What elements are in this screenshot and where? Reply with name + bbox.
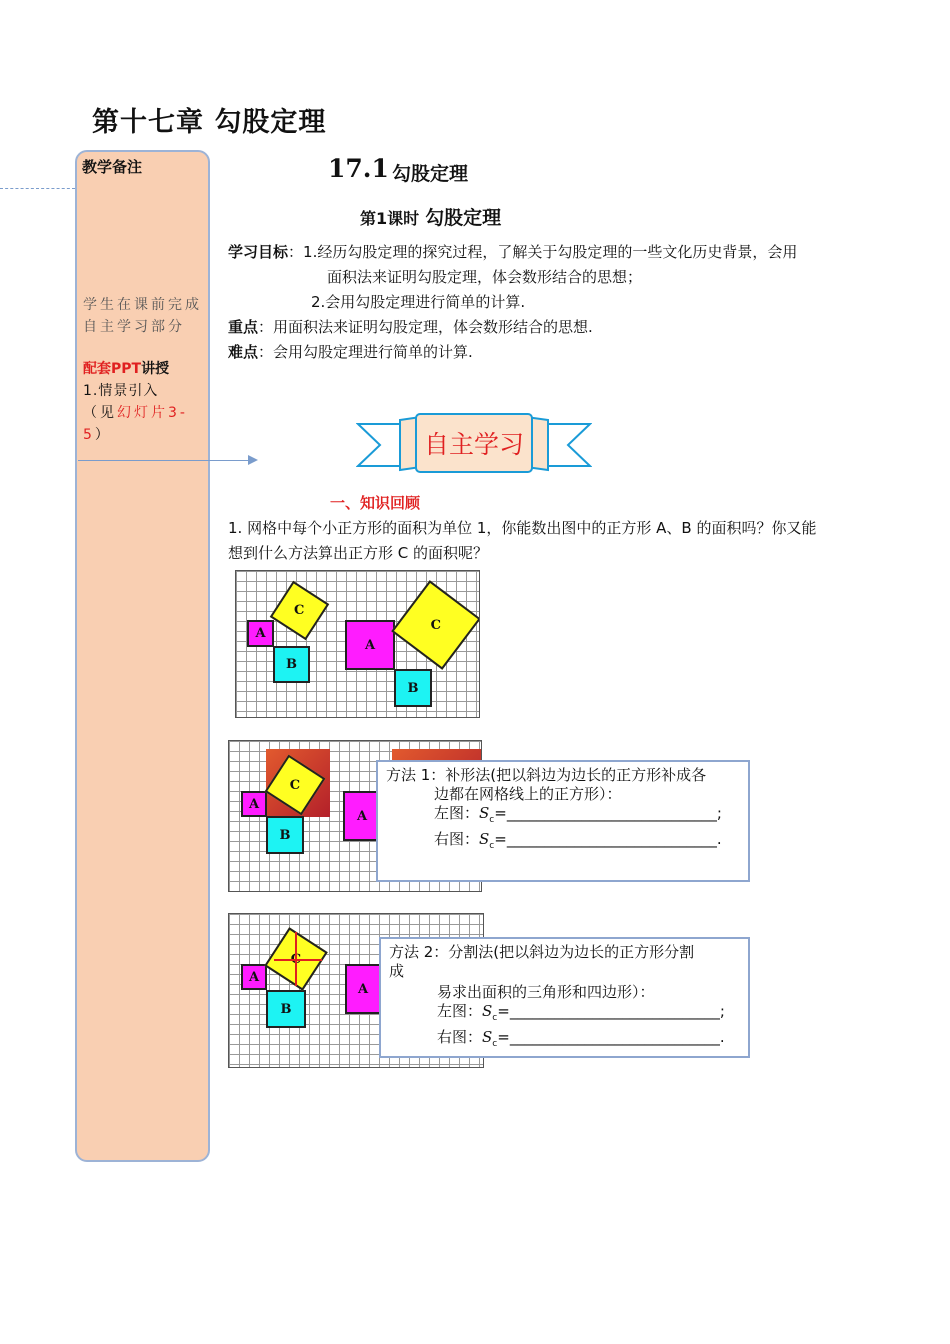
ppt-black-label: 讲授	[141, 361, 170, 377]
lesson-title	[360, 203, 501, 230]
sidebar-ppt-line	[83, 358, 207, 380]
arrow-right-icon	[248, 455, 258, 465]
square-c-label: C	[294, 602, 305, 618]
method2-left-label: 左图：	[437, 1002, 483, 1020]
method1-left-label: 左图：	[434, 804, 480, 822]
square-c-label: C	[289, 777, 301, 793]
method2-right-label: 右图：	[437, 1028, 483, 1046]
square-a-right: A	[345, 620, 395, 670]
method1-s-sub: c	[489, 815, 495, 825]
objective-2: 2.会用勾股定理进行简单的计算.	[311, 293, 526, 311]
method2-title: 方法 2：分割法(把以斜边为边长的正方形分割	[389, 943, 695, 961]
objectives-colon: ：	[288, 243, 304, 261]
key-point-text: ：用面积法来证明勾股定理，体会数形结合的思想.	[258, 318, 593, 336]
method1-right-label: 右图：	[434, 830, 480, 848]
chapter-title: 第十七章 勾股定理	[92, 107, 327, 138]
method2-left-blank[interactable]: =____________________________;	[497, 1002, 725, 1020]
objectives-line1	[228, 240, 797, 265]
difficulty	[228, 340, 473, 365]
arrow-line	[78, 460, 250, 461]
section-title: 勾股定理	[392, 163, 469, 185]
method1-title: 方法 1：补形法(把以斜边为边长的正方形补成各	[386, 766, 707, 784]
question-line2: 想到什么方法算出正方形 C 的面积呢？	[228, 544, 489, 562]
banner-text: 自主学习	[423, 430, 525, 459]
square-b: B	[266, 816, 304, 854]
method1-right-blank[interactable]: =____________________________.	[494, 830, 722, 848]
section-number: 17.1	[328, 154, 389, 183]
method1-right-line	[386, 830, 740, 856]
sidebar-note: 学生在课前完成自主学习部分	[83, 297, 202, 335]
square-c-right	[391, 580, 480, 670]
dashed-divider	[0, 188, 75, 189]
lesson-prefix: 第1课时	[360, 209, 420, 228]
ppt-red-label: 配套PPT	[83, 361, 142, 377]
objective-1a: 1.经历勾股定理的探究过程，了解关于勾股定理的一些文化历史背景，会用	[303, 243, 798, 261]
method2-s-symbol-2: S	[482, 1028, 493, 1046]
method1-s-symbol: S	[479, 804, 490, 822]
method2-right-blank[interactable]: =____________________________.	[497, 1028, 725, 1046]
method2-s-symbol: S	[482, 1002, 493, 1020]
method2-right-line	[389, 1028, 740, 1054]
knowledge-review-heading: 一、知识回顾	[330, 494, 421, 512]
key-point-label: 重点	[228, 318, 259, 336]
method1-s-symbol-2: S	[479, 830, 490, 848]
method1-left-line	[386, 804, 740, 830]
see-close: ）	[94, 427, 112, 443]
difficulty-label: 难点	[228, 343, 259, 361]
method1-box	[376, 760, 750, 882]
question-line1: 1. 网格中每个小正方形的面积为单位 1，你能数出图中的正方形 A、B 的面积吗？你又能	[228, 519, 817, 537]
method1-s-sub-2: c	[489, 841, 495, 851]
grid-figure-1	[235, 570, 480, 718]
sidebar-intro: 1.情景引入	[83, 383, 159, 399]
square-b: B	[273, 646, 310, 683]
see-open: （见	[83, 405, 117, 421]
square-c-right-label: C	[430, 617, 442, 633]
square-c	[270, 581, 329, 640]
division-line-horizontal	[274, 959, 322, 961]
objective-1b: 面积法来证明勾股定理，体会数形结合的思想；	[327, 268, 643, 286]
objectives-label: 学习目标	[228, 243, 289, 261]
method2-s-sub: c	[492, 1013, 498, 1023]
lesson-name: 勾股定理	[425, 207, 502, 229]
method2-s-sub-2: c	[492, 1039, 498, 1049]
square-a-right: A	[343, 791, 381, 841]
method1-left-blank[interactable]: =____________________________;	[494, 804, 722, 822]
square-a: A	[241, 964, 267, 990]
self-study-banner	[356, 410, 592, 476]
method2-title2: 成	[389, 962, 405, 980]
method2-title3: 易求出面积的三角形和四边形）：	[437, 983, 655, 1001]
square-a: A	[247, 620, 274, 647]
sidebar-slides-ref	[83, 402, 207, 446]
sidebar-heading: 教学备注	[82, 158, 143, 176]
method2-left-line	[389, 1002, 740, 1028]
square-a-right: A	[345, 964, 381, 1014]
square-a: A	[241, 791, 267, 817]
slides-link[interactable]: 幻灯片3-5	[83, 405, 188, 443]
key-point	[228, 315, 593, 340]
square-b: B	[266, 990, 306, 1028]
method1-title2: 边都在网格线上的正方形）：	[434, 785, 622, 803]
square-b-right: B	[394, 669, 432, 707]
method2-box	[379, 937, 750, 1058]
difficulty-text: ：会用勾股定理进行简单的计算.	[258, 343, 473, 361]
